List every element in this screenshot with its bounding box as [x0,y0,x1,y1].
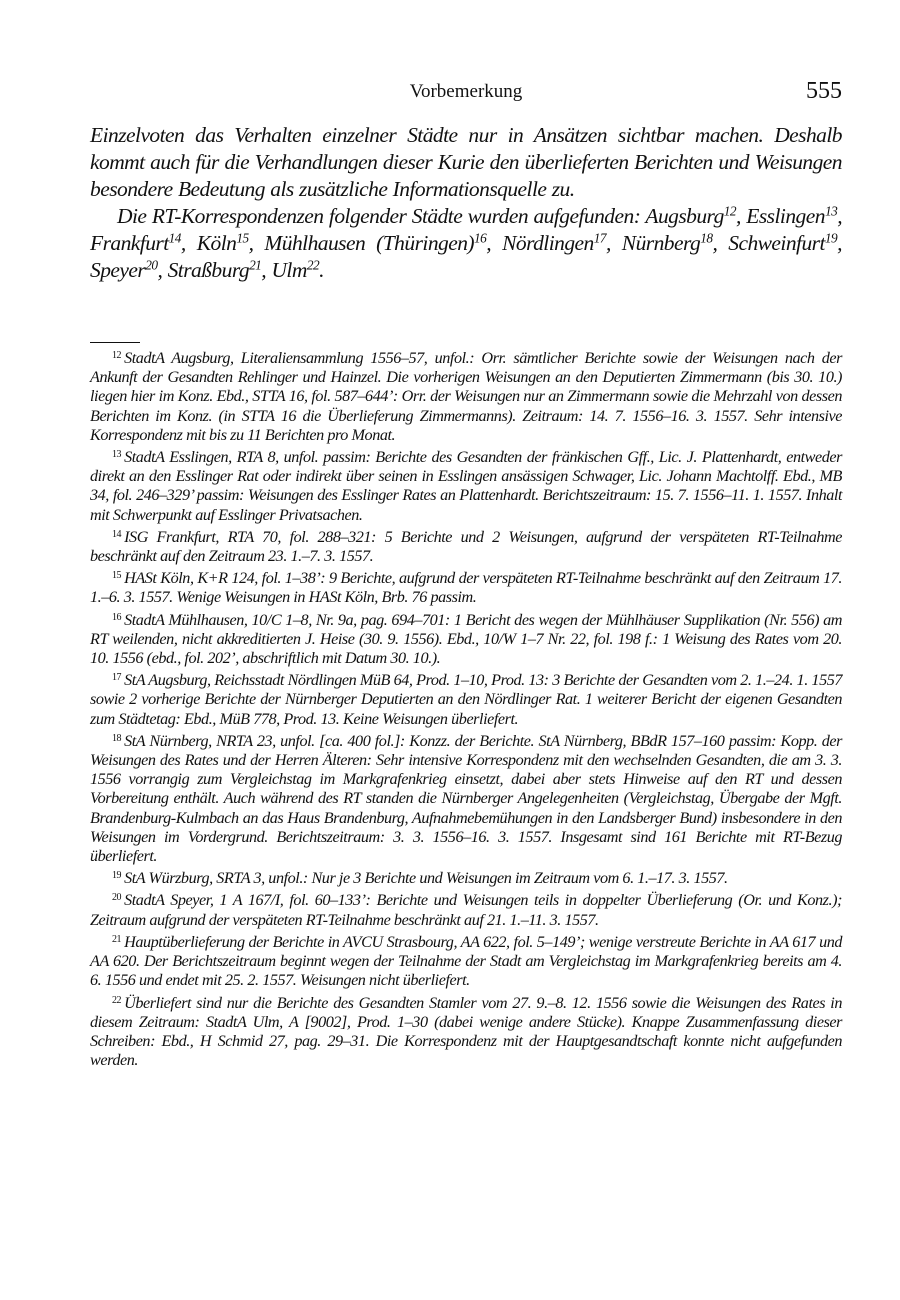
main-text [90,122,842,284]
footnote-22 [90,991,842,1071]
paragraph-intro: Die RT-Korrespondenzen folgender Städte wurden aufgefunden: [117,204,646,228]
footnote-rule [90,342,140,343]
footnote-text: StadtA Augsburg, Literaliensammlung 1556–57, unfol.: Orr. sämtlicher Berichte sowie der Weisungen nach der Ankunft der Gesandten Rehlinger und Hainzel. Die vorherigen Weisungen an den Deputierten Zimmermann (bis 30. 10.) liegen hier im Konz. Ebd., STTA 16, fol. 587–644’: Orr. der Weisungen nur an Zimmermann sowie die Mehrzahl von dessen Berichten im Konz. (in STTA 16 die Überlieferung Zimmermanns). Zeitraum: 14. 7. 1556–16. 3. 1557. Sehr intensive Korrespondenz mit bis zu 11 Berichten pro Monat. [90,349,842,444]
city-name: Köln [196,231,237,255]
city-name: Mühlhausen (Thüringen) [264,231,475,255]
city-name: Schweinfurt [728,231,825,255]
footnote-16 [90,608,842,669]
separator: , [605,231,622,255]
separator: , [157,258,168,282]
footnote-12 [90,346,842,445]
footnote-number: 20 [112,892,122,904]
footnote-text: Überliefert sind nur die Berichte des Gesandten Stamler vom 27. 9.–8. 12. 1556 sowie die Weisungen des Rates in diesem Zeitraum: StadtA Ulm, A [9002], Prod. 1–30 (dabei wenige andere Stücke). Knappe Zusammenfassung dieser Schreiben: Ebd., H Schmid 27, pag. 29–31. Die Korrespondenz mit der Hauptgesandtschaft konnte nicht aufgefunden werden. [90,993,842,1070]
city-name: Frankfurt [90,231,169,255]
footnote-text: Hauptüberlieferung der Berichte in AVCU Strasbourg, AA 622, fol. 5–149’; wenige verstreute Berichte in AA 617 und AA 620. Der Berichtszeitraum beginnt wegen der Teilnahme der Stadt am Vergleichstag im Markgrafenkrieg bereits am 4. 6. 1556 und endet mit 25. 2. 1557. Weisungen nicht überliefert. [90,932,842,990]
running-title: Vorbemerkung [409,81,523,102]
paragraph: Einzelvoten das Verhalten einzelner Städte nur in Ansätzen sichtbar machen. Deshalb kommt auch für die Verhandlungen dieser Kurie den überlieferten Berichten und Weisungen besondere Bedeutung als zusätzliche Informationsquelle zu. [90,123,842,201]
separator: , [712,231,729,255]
footnote-21 [90,930,842,991]
footnote-ref[interactable]: 17 [593,230,606,246]
separator: . [319,258,324,282]
footnote-text: StA Nürnberg, NRTA 23, unfol. [ca. 400 fol.]: Konzz. der Berichte. StA Nürnberg, BBdR 157–160 passim: Kopp. der Weisungen des Rates und der Herren Älteren: Sehr intensive Korrespondenz mit den wechselnden Gesandten, die am 3. 3. 1556 vorrangig zum Vergleichstag im Markgrafenkrieg einsetzt, dabei aber stets Hinweise auf den RT und dessen Vorbereitung enthält. Auch während des RT standen die Nürnberger Angelegenheiten (Vergleichstag, Übergabe der Mgft. Brandenburg-Kulmbach an das Haus Brandenburg, Aufnahmebemühungen in den Landsberger Bund) insbesondere in den Weisungen im Vordergrund. Berichtszeitraum: 3. 3. 1556–16. 3. 1557. Insgesamt sind 161 Berichte mit RT-Bezug überliefert. [90,731,842,866]
footnote-ref[interactable]: 14 [168,230,181,246]
separator: , [486,231,503,255]
footnote-19 [90,866,842,888]
footnote-number: 17 [112,672,122,684]
separator: , [261,258,272,282]
footnote-number: 22 [112,994,122,1006]
city-name: Esslingen [746,204,825,228]
footnote-ref[interactable]: 16 [474,230,487,246]
page-header [90,78,842,108]
footnote-number: 15 [112,570,122,582]
footnote-text: ISG Frankfurt, RTA 70, fol. 288–321: 5 Berichte und 2 Weisungen, aufgrund der verspäteten RT-Teilnahme beschränkt auf den Zeitraum 23. 1.–7. 3. 1557. [90,527,842,566]
footnote-ref[interactable]: 19 [824,230,838,246]
footnote-ref[interactable]: 12 [723,203,737,219]
city-name: Augsburg [645,204,724,228]
footnote-15 [90,566,842,607]
footnote-17 [90,668,842,729]
footnote-text: StadtA Speyer, 1 A 167/I, fol. 60–133’: Berichte und Weisungen teils in doppelter Überlieferung (Or. und Konz.); Zeitraum aufgrund der verspäteten RT-Teilnahme beschränkt auf 21. 1.–11. 3. 1557. [90,891,842,929]
footnote-text: StA Augsburg, Reichsstadt Nördlingen MüB 64, Prod. 1–10, Prod. 13: 3 Berichte der Gesandten vom 2. 1.–24. 1. 1557 sowie 2 vorherige Berichte der Nürnberger Deputierten an den Nördlinger Rat. 1 weiterer Bericht der eigenen Gesandten zum Städtetag: Ebd., MüB 778, Prod. 13. Keine Weisungen überliefert. [90,671,842,728]
city-name: Ulm [271,258,307,282]
footnote-ref[interactable]: 15 [236,230,249,246]
footnote-number: 16 [112,611,122,623]
footnote-ref[interactable]: 20 [145,257,158,273]
separator: , [837,204,843,228]
footnote-number: 12 [112,350,122,361]
footnote-13 [90,445,842,525]
footnote-text: HASt Köln, K+R 124, fol. 1–38’: 9 Berichte, aufgrund der verspäteten RT-Teilnahme beschränkt auf den Zeitraum 17. 1.–6. 3. 1557. Wenige Weisungen in HASt Köln, Brb. 76 passim. [90,569,842,607]
footnote-text: StA Würzburg, SRTA 3, unfol.: Nur je 3 Berichte und Weisungen im Zeitraum vom 6. 1.–17. 3. 1557. [124,869,728,888]
footnote-14 [90,525,842,566]
footnote-ref[interactable]: 18 [700,230,713,246]
separator: , [180,231,197,255]
paragraph-cities [90,203,842,284]
footnote-20 [90,888,842,929]
separator: , [736,204,747,228]
footnote-number: 21 [112,933,122,945]
footnote-number: 18 [112,732,122,744]
footnote-number: 19 [112,870,122,882]
footnote-number: 13 [112,449,122,461]
separator: , [248,231,265,255]
footnote-18 [90,729,842,866]
city-name: Straßburg [167,258,250,282]
city-name: Speyer [90,258,146,282]
footnote-ref[interactable]: 21 [249,257,262,273]
footnotes [90,346,842,1070]
footnote-number: 14 [112,528,122,540]
city-name: Nördlingen [502,231,594,255]
footnote-ref[interactable]: 22 [306,257,320,273]
footnote-text: StadtA Esslingen, RTA 8, unfol. passim: Berichte des Gesandten der fränkischen Gff., Lic. J. Plattenhardt, entweder direkt an den Esslinger Rat oder indirekt über seinen in Esslingen ansässigen Schwager, Lic. Johann Machtolff. Ebd., MB 34, fol. 246–329’ passim: Weisungen des Esslinger Rates an Plattenhardt. Berichtszeitraum: 15. 7. 1556–11. 1. 1557. Inhalt mit Schwerpunkt auf Esslinger Privatsachen. [90,448,842,524]
footnote-text: StadtA Mühlhausen, 10/C 1–8, Nr. 9a, pag. 694–701: 1 Bericht des wegen der Mühlhäuser Supplikation (Nr. 556) am RT weilenden, nicht akkreditierten J. Heise (30. 9. 1556). Ebd., 10/W 1–7 Nr. 22, fol. 198 f.: 1 Weisung des Rates vom 20. 10. 1556 (ebd., fol. 202’, abschriftlich mit Datum 30. 10.). [90,610,842,668]
page-number: 555 [806,78,842,104]
footnote-ref[interactable]: 13 [824,203,838,219]
separator: , [837,231,842,255]
city-name: Nürnberg [621,231,701,255]
